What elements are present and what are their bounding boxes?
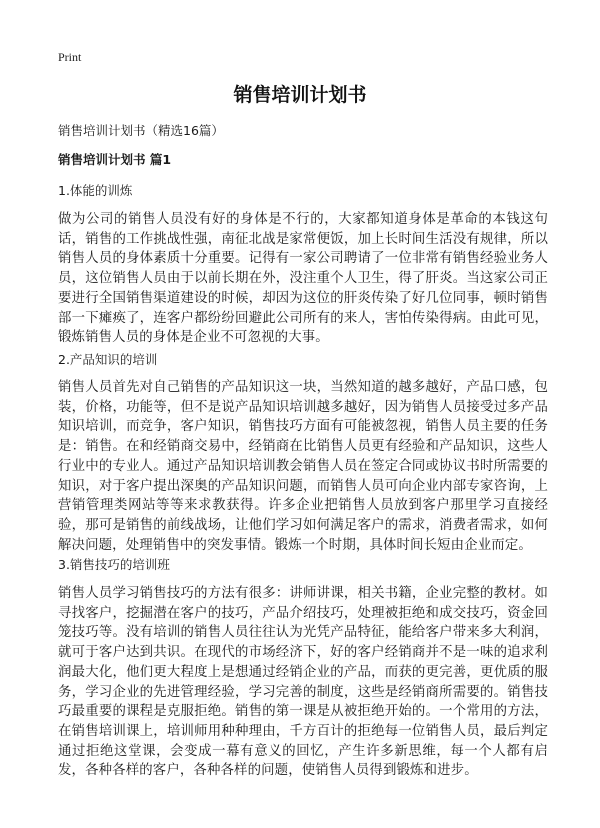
section-heading-3: 3.销售技巧的培训班 — [58, 557, 170, 572]
document-subtitle: 销售培训计划书（精选16篇） — [58, 123, 224, 138]
section-body-1: 做为公司的销售人员没有好的身体是不行的，大家都知道身体是革命的本钱这句话，销售的工作挑战性强，南征北战是家常便饭，加上长时间生活没有规律，所以销售人员的身体素质十分重要。记得有一家公司聘请了一位非常有销售经验业务人员，这位销售人员由于以前长期在外，没注重个人卫生，得了肝炎。当这家公司正要进行全国销售渠道建设的时候，却因为这位的肝炎传染了好几位同事，顿时销售部一下瘫痪了，连客户都纷纷回避此公司所有的来人，害怕传染得病。由此可见，锻炼销售人员的身体是企业不可忽视的大事。 — [58, 212, 548, 346]
section-body-2: 销售人员首先对自己销售的产品知识这一块，当然知道的越多越好，产品口感，包装，价格，功能等，但不是说产品知识培训越多越好，因为销售人员接受过多产品知识培训，而竞争，客户知识，销售技巧方面有可能被忽视，销售人员主要的任务是：销售。在和经销商交易中，经销商在比销售人员更有经验和产品知识，这些人行业中的专业人。通过产品知识培训教会销售人员在签定合同或协议书时所需要的知识，对于客户提出深奥的产品知识问题，而销售人员可向企业内部专家咨询，上营销管理类网站等等来求教获得。许多企业把销售人员放到客户那里学习直接经验，那可是销售的前线战场，让他们学习如何满足客户的需求，消费者需求，如何解决问题，处理销售中的突发事情。锻炼一个时期，具体时间长短由企业而定。 — [58, 380, 548, 553]
article-heading: 销售培训计划书 篇1 — [58, 152, 172, 167]
print-label[interactable]: Print — [58, 50, 82, 64]
document-title: 销售培训计划书 — [233, 84, 367, 106]
section-body-3: 销售人员学习销售技巧的方法有很多：讲师讲课，相关书籍，企业完整的教材。如寻找客户，挖掘潜在客户的技巧，产品介绍技巧，处理被拒绝和成交技巧，资金回笼技巧等。没有培训的销售人员往往认为光凭产品特征，能给客户带来多大利润，就可于客户达到共识。在现代的市场经济下，好的客户经销商并不是一味的追求利润最大化，他们更大程度上是想通过经销企业的产品，而获的更完善，更优质的服务，学习企业的先进管理经验，学习完善的制度，这些是经销商所需要的。销售技巧最重要的课程是克服拒绝。销售的第一课是从被拒绝开始的。一个常用的方法，在销售培训课上，培训师用种种理由，千方百计的拒绝每一位销售人员，最后判定通过拒绝这堂课，会变成一幕有意义的回忆，产生许多新思维，每一个人都有启发，各种各样的客户，各种各样的问题，使销售人员得到锻炼和进步。 — [58, 586, 548, 779]
section-heading-2: 2.产品知识的培训 — [58, 352, 158, 367]
section-heading-1: 1.体能的训炼 — [58, 183, 133, 198]
